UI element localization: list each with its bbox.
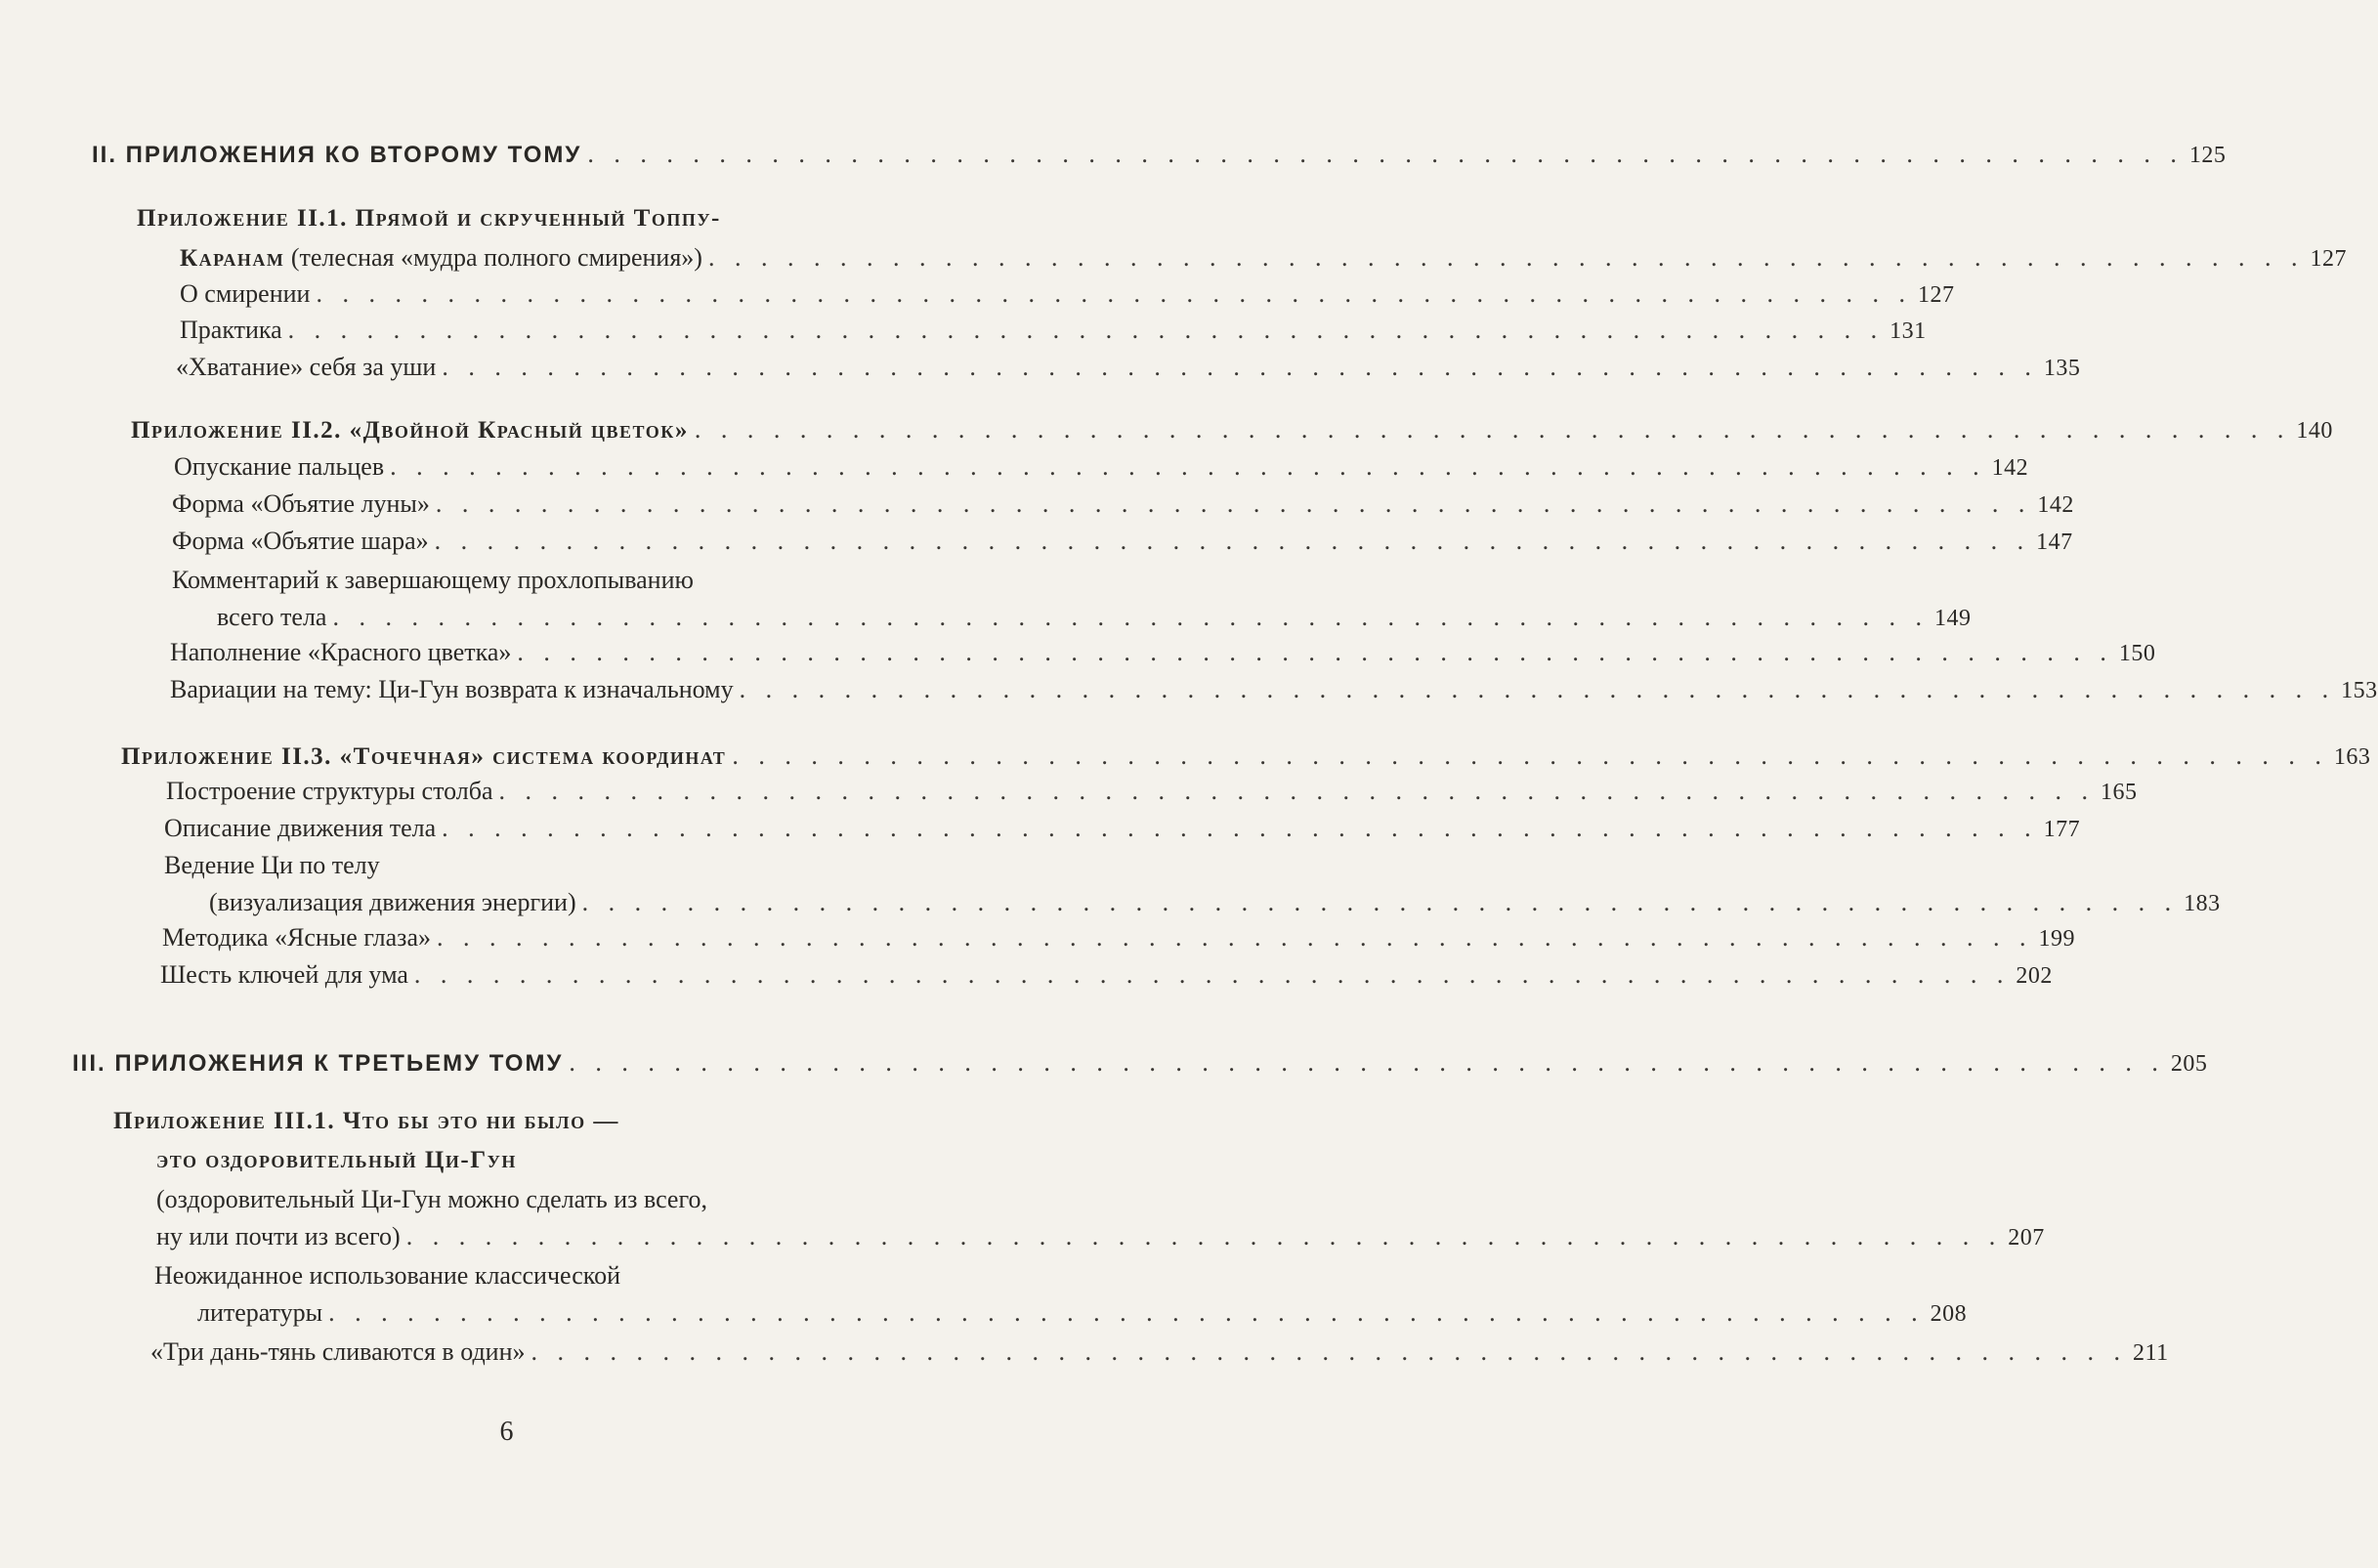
toc-part-3	[72, 1047, 2208, 1080]
part-title: III. ПРИЛОЖЕНИЯ К ТРЕТЬЕМУ ТОМУ	[72, 1050, 564, 1077]
appendix-subtitle: (оздоровительный Ци-Гун можно сделать из всего,	[156, 1185, 707, 1213]
leader-dots: . . . . . . . . . . . . . . . . . . . . . . . . . . . . . . . . . . . . . . . . . . . . . . . . . . . . . . . . . . . . .	[531, 1337, 2127, 1366]
toc-entry	[170, 637, 2156, 669]
leader-dots: . . . . . . . . . . . . . . . . . . . . . . . . . . . . . . . . . . . . . . . . . . . . . . . . . . . . . . . . . . . . .	[287, 316, 1885, 344]
leader-dots: . . . . . . . . . . . . . . . . . . . . . . . . . . . . . . . . . . . . . . . . . . . . . . . . . . . . . . . . . . . . .	[316, 279, 1912, 308]
entry-label: Неожиданное использование классической	[154, 1261, 620, 1290]
entry-label: «Хватание» себя за уши	[176, 353, 437, 381]
toc-entry-first-line	[154, 1260, 897, 1292]
page-ref: 199	[2038, 926, 2075, 952]
page-ref: 165	[2100, 780, 2138, 805]
appendix-title-cont: это оздоровительный Ци-Гун	[156, 1147, 517, 1173]
leader-dots: . . . . . . . . . . . . . . . . . . . . . . . . . . . . . . . . . . . . . . . . . . . . . . . . . . . . . . . . . . . . .	[732, 742, 2328, 770]
leader-dots: . . . . . . . . . . . . . . . . . . . . . . . . . . . . . . . . . . . . . . . . . . . . . . . . . . . . . . . . . . . . .	[405, 1222, 2003, 1250]
toc-entry	[176, 352, 2081, 384]
leader-dots: . . . . . . . . . . . . . . . . . . . . . . . . . . . . . . . . . . . . . . . . . . . . . . . . . . . . . . . . . . . . .	[739, 675, 2336, 703]
entry-label: Практика	[180, 316, 282, 344]
page-ref: 142	[2037, 492, 2074, 518]
entry-label-cont: литературы	[197, 1298, 323, 1327]
appendix-title-rest: (телесная «мудра полного смирения»)	[284, 243, 702, 272]
toc-entry-first-line	[172, 565, 922, 596]
toc-appendix-heading	[113, 1106, 895, 1137]
entry-label: Вариации на тему: Ци-Гун возврата к изначальному	[170, 675, 734, 703]
part-title: II. ПРИЛОЖЕНИЯ КО ВТОРОМУ ТОМУ	[92, 142, 582, 168]
toc-entry	[150, 1336, 2169, 1369]
toc-part-2	[92, 139, 2227, 171]
page-ref: 208	[1930, 1301, 1968, 1327]
leader-dots: . . . . . . . . . . . . . . . . . . . . . . . . . . . . . . . . . . . . . . . . . . . . . . . . . . . . . . . . . . . . .	[328, 1298, 1925, 1327]
page-ref: 127	[2310, 246, 2347, 272]
page-ref: 135	[2043, 356, 2081, 381]
page-ref: 163	[2333, 744, 2371, 770]
toc-entry	[172, 526, 2073, 558]
toc-entry	[164, 813, 2081, 845]
appendix-title: Приложение II.3. «Точечная» система координат	[121, 743, 727, 770]
page-ref: 202	[2016, 963, 2053, 989]
page-ref: 207	[2008, 1225, 2045, 1250]
leader-dots: . . . . . . . . . . . . . . . . . . . . . . . . . . . . . . . . . . . . . . . . . . . . . . . . . . . . . . . . . . . . .	[332, 603, 1929, 631]
toc-entry	[166, 776, 2138, 808]
toc-appendix-heading-cont	[156, 1145, 899, 1176]
toc-entry	[180, 315, 1927, 347]
page-number: 6	[499, 1417, 514, 1447]
entry-label: О смирении	[180, 279, 311, 308]
toc-appendix-subtitle-cont	[156, 1221, 2045, 1253]
toc-appendix-heading-cont	[180, 242, 2347, 275]
page-ref: 211	[2133, 1340, 2169, 1366]
leader-dots: . . . . . . . . . . . . . . . . . . . . . . . . . . . . . . . . . . . . . . . . . . . . . . . . . . . . . . . . . . . . .	[587, 140, 2184, 168]
toc-entry-first-line	[164, 850, 914, 881]
toc-appendix-subtitle	[156, 1184, 899, 1215]
page-ref: 150	[2118, 641, 2156, 666]
toc-entry	[170, 674, 2378, 706]
leader-dots: . . . . . . . . . . . . . . . . . . . . . . . . . . . . . . . . . . . . . . . . . . . . . . . . . . . . . . . . . . . . .	[436, 923, 2033, 952]
entry-label: Описание движения тела	[164, 814, 437, 842]
page-ref: 140	[2296, 418, 2333, 444]
page-ref: 125	[2188, 143, 2227, 168]
page-ref: 142	[1991, 455, 2029, 481]
toc-entry	[172, 488, 2074, 521]
appendix-title: Приложение II.2. «Двойной Красный цветок»	[131, 417, 689, 444]
leader-dots: . . . . . . . . . . . . . . . . . . . . . . . . . . . . . . . . . . . . . . . . . . . . . . . . . . . . . . . . . . . . .	[498, 777, 2095, 805]
leader-dots: . . . . . . . . . . . . . . . . . . . . . . . . . . . . . . . . . . . . . . . . . . . . . . . . . . . . . . . . . . . . .	[434, 527, 2031, 555]
entry-label-cont: всего тела	[217, 603, 327, 631]
toc-entry	[162, 922, 2075, 954]
leader-dots: . . . . . . . . . . . . . . . . . . . . . . . . . . . . . . . . . . . . . . . . . . . . . . . . . . . . . . . . . . . . .	[390, 452, 1986, 481]
leader-dots: . . . . . . . . . . . . . . . . . . . . . . . . . . . . . . . . . . . . . . . . . . . . . . . . . . . . . . . . . . . . .	[581, 888, 2179, 916]
appendix-title: Приложение II.1. Прямой и скрученный Топпу-	[137, 205, 721, 232]
toc-entry	[197, 1297, 1968, 1330]
page-ref: 177	[2043, 817, 2081, 842]
leader-dots: . . . . . . . . . . . . . . . . . . . . . . . . . . . . . . . . . . . . . . . . . . . . . . . . . . . . . . . . . . . . .	[435, 489, 2032, 518]
entry-label: Ведение Ци по телу	[164, 851, 380, 879]
entry-label: Комментарий к завершающему прохлопыванию	[172, 566, 694, 594]
page-ref: 205	[2170, 1051, 2208, 1077]
entry-label: Шесть ключей для ума	[160, 960, 408, 989]
leader-dots: . . . . . . . . . . . . . . . . . . . . . . . . . . . . . . . . . . . . . . . . . . . . . . . . . . . . . . . . . . . . .	[442, 814, 2038, 842]
toc-entry	[180, 278, 1955, 311]
page-ref: 153	[2341, 678, 2378, 703]
page-ref: 147	[2036, 530, 2073, 555]
entry-label: Опускание пальцев	[174, 452, 385, 481]
leader-dots: . . . . . . . . . . . . . . . . . . . . . . . . . . . . . . . . . . . . . . . . . . . . . . . . . . . . . . . . . . . . .	[442, 353, 2038, 381]
toc-entry	[160, 959, 2053, 992]
entry-label: Построение структуры столба	[166, 777, 493, 805]
entry-label: Форма «Объятие луны»	[172, 489, 430, 518]
leader-dots: . . . . . . . . . . . . . . . . . . . . . . . . . . . . . . . . . . . . . . . . . . . . . . . . . . . . . . . . . . . . .	[413, 960, 2011, 989]
leader-dots: . . . . . . . . . . . . . . . . . . . . . . . . . . . . . . . . . . . . . . . . . . . . . . . . . . . . . . . . . . . . .	[569, 1048, 2165, 1077]
entry-label: Форма «Объятие шара»	[172, 527, 429, 555]
toc-appendix-heading	[121, 741, 2371, 773]
toc-entry	[217, 602, 1972, 634]
leader-dots: . . . . . . . . . . . . . . . . . . . . . . . . . . . . . . . . . . . . . . . . . . . . . . . . . . . . . . . . . . . . .	[517, 638, 2113, 666]
page-ref: 183	[2184, 891, 2221, 916]
leader-dots: . . . . . . . . . . . . . . . . . . . . . . . . . . . . . . . . . . . . . . . . . . . . . . . . . . . . . . . . . . . . .	[694, 415, 2291, 444]
appendix-title: Приложение III.1. Что бы это ни было —	[113, 1108, 619, 1134]
entry-label: «Три дань-тянь сливаются в один»	[150, 1337, 526, 1366]
page-ref: 131	[1890, 318, 1927, 344]
leader-dots: . . . . . . . . . . . . . . . . . . . . . . . . . . . . . . . . . . . . . . . . . . . . . . . . . . . . . . . . . . . . .	[707, 243, 2305, 272]
entry-label: Наполнение «Красного цветка»	[170, 638, 512, 666]
appendix-title-bold: Каранам	[180, 245, 285, 272]
entry-label-cont: (визуализация движения энергии)	[209, 888, 576, 916]
toc-appendix-heading	[131, 414, 2333, 446]
page-ref: 127	[1917, 282, 1955, 308]
entry-label: Методика «Ясные глаза»	[162, 923, 431, 952]
page-ref: 149	[1933, 606, 1972, 631]
appendix-subtitle-cont: ну или почти из всего)	[156, 1222, 401, 1250]
toc-appendix-heading	[137, 203, 928, 234]
toc-entry	[174, 451, 2029, 484]
toc-entry	[209, 887, 2221, 919]
